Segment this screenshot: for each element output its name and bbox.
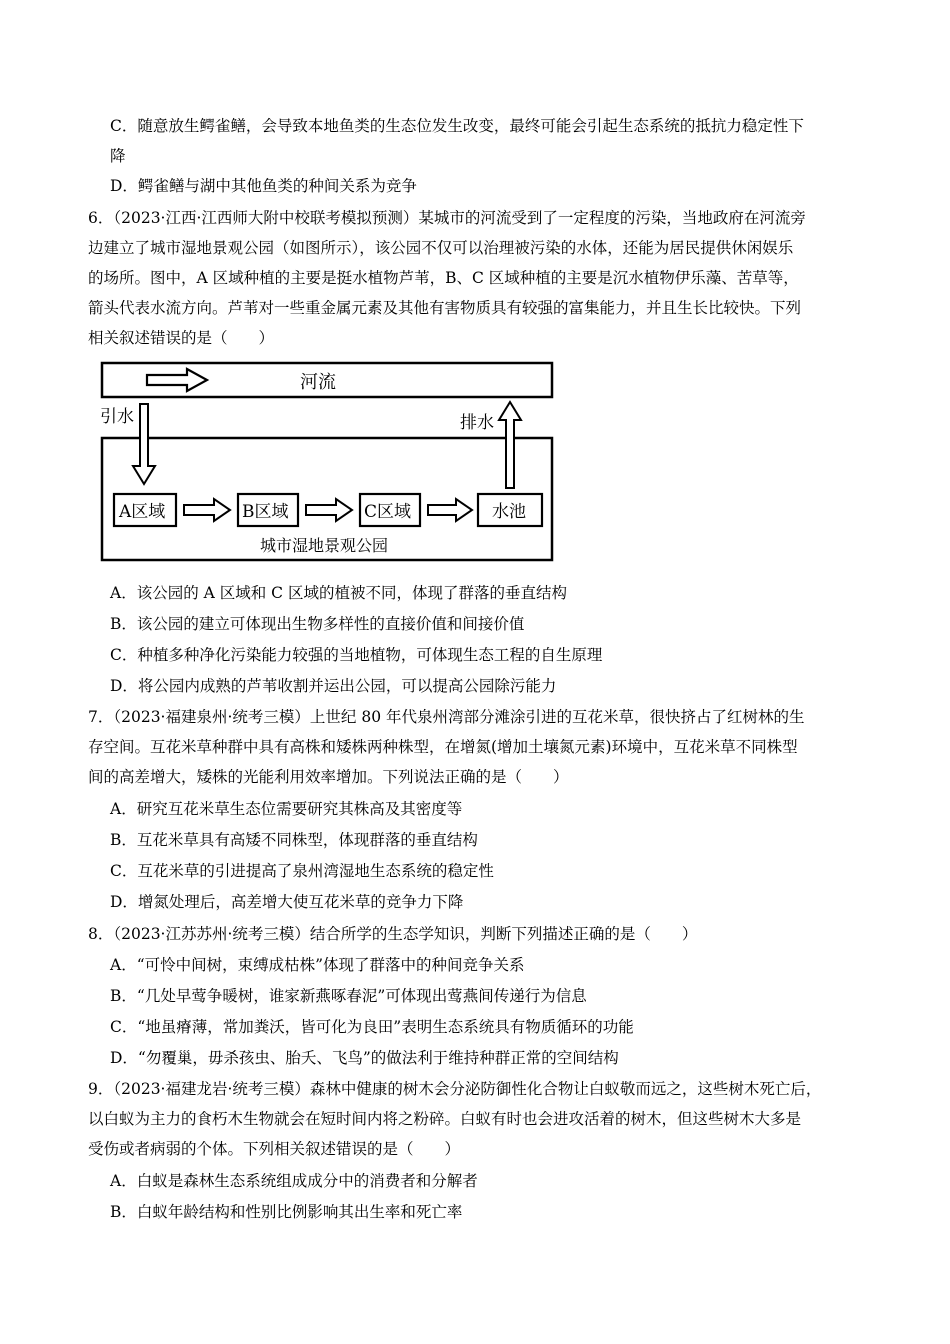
q7-stem-line: 间的高差增大，矮株的光能利用效率增加。下列说法正确的是（ ） bbox=[88, 768, 569, 786]
prev-option-c-line1: C．随意放生鳄雀鳝，会导致本地鱼类的生态位发生改变，最终可能会引起生态系统的抵抗力稳定性下 bbox=[110, 117, 804, 135]
area-a-label: A区域 bbox=[119, 502, 166, 522]
q7-option-b: B．互花米草具有高矮不同株型，体现群落的垂直结构 bbox=[110, 831, 478, 849]
q9-stem-line: 受伤或者病弱的个体。下列相关叙述错误的是（ ） bbox=[88, 1140, 461, 1158]
q6-stem-line: 相关叙述错误的是（ ） bbox=[88, 329, 275, 347]
prev-option-c-line2: 降 bbox=[110, 147, 126, 165]
q9-option-b: B．白蚁年龄结构和性别比例影响其出生率和死亡率 bbox=[110, 1203, 463, 1221]
river-label: 河流 bbox=[300, 372, 336, 393]
q9-stem-line: 以白蚁为主力的食朽木生物就会在短时间内将之粉碎。白蚁有时也会进攻活着的树木，但这些树木大多是 bbox=[88, 1110, 802, 1128]
q6-option-c: C．种植多种净化污染能力较强的当地植物，可体现生态工程的自生原理 bbox=[110, 646, 603, 664]
pool-label: 水池 bbox=[492, 502, 526, 522]
area-c-label: C区域 bbox=[364, 502, 412, 522]
q8-option-a: A．“可怜中间树，束缚成枯株”体现了群落中的种间竞争关系 bbox=[110, 956, 525, 974]
drain-label: 排水 bbox=[460, 413, 494, 433]
wetland-park-diagram bbox=[92, 358, 562, 568]
q9-stem-line: 9．（2023·福建龙岩·统考三模）森林中健康的树木会分泌防御性化合物让白蚁敬而远之，这些树木死亡后， bbox=[88, 1080, 822, 1098]
prev-option-d: D．鳄雀鳝与湖中其他鱼类的种间关系为竞争 bbox=[110, 177, 417, 195]
q8-option-d: D．“勿覆巢，毋杀孩虫、胎夭、飞鸟”的做法利于维持种群正常的空间结构 bbox=[110, 1049, 619, 1067]
q6-stem-line: 箭头代表水流方向。芦苇对一些重金属元素及其他有害物质具有较强的富集能力，并且生长比较快。下列 bbox=[88, 299, 802, 317]
intake-label: 引水 bbox=[100, 407, 134, 427]
q6-stem-line: 6．（2023·江西·江西师大附中校联考模拟预测）某城市的河流受到了一定程度的污染，当地政府在河流旁 bbox=[88, 209, 806, 227]
q8-stem-line: 8．（2023·江苏苏州·统考三模）结合所学的生态学知识，判断下列描述正确的是（ ） bbox=[88, 925, 698, 943]
q7-stem-line: 存空间。互花米草种群中具有高株和矮株两种株型，在增氮(增加土壤氮元素)环境中，互花米草不同株型 bbox=[88, 738, 798, 756]
q6-option-b: B．该公园的建立可体现出生物多样性的直接价值和间接价值 bbox=[110, 615, 525, 633]
q6-stem-line: 边建立了城市湿地景观公园（如图所示），该公园不仅可以治理被污染的水体，还能为居民提供休闲娱乐 bbox=[88, 239, 794, 257]
q7-option-d: D．增氮处理后，高差增大使互花米草的竞争力下降 bbox=[110, 893, 464, 911]
q7-stem-line: 7．（2023·福建泉州·统考三模）上世纪 80 年代泉州湾部分滩涂引进的互花米草，很快挤占了红树林的生 bbox=[88, 708, 805, 726]
park-label: 城市湿地景观公园 bbox=[260, 536, 389, 555]
q9-option-a: A．白蚁是森林生态系统组成成分中的消费者和分解者 bbox=[110, 1172, 478, 1190]
q8-option-b: B．“几处早莺争暖树，谁家新燕啄春泥”可体现出莺燕间传递行为信息 bbox=[110, 987, 587, 1005]
q7-option-a: A．研究互花米草生态位需要研究其株高及其密度等 bbox=[110, 800, 463, 818]
q6-stem-line: 的场所。图中，A 区域种植的主要是挺水植物芦苇，B、C 区域种植的主要是沉水植物伊乐藻、苦草等， bbox=[88, 269, 799, 287]
q8-option-c: C．“地虽瘠薄，常加粪沃，皆可化为良田”表明生态系统具有物质循环的功能 bbox=[110, 1018, 634, 1036]
q7-option-c: C．互花米草的引进提高了泉州湾湿地生态系统的稳定性 bbox=[110, 862, 494, 880]
q6-option-a: A．该公园的 A 区域和 C 区域的植被不同，体现了群落的垂直结构 bbox=[110, 584, 567, 602]
area-b-label: B区域 bbox=[242, 502, 289, 522]
q6-option-d: D．将公园内成熟的芦苇收割并运出公园，可以提高公园除污能力 bbox=[110, 677, 557, 695]
